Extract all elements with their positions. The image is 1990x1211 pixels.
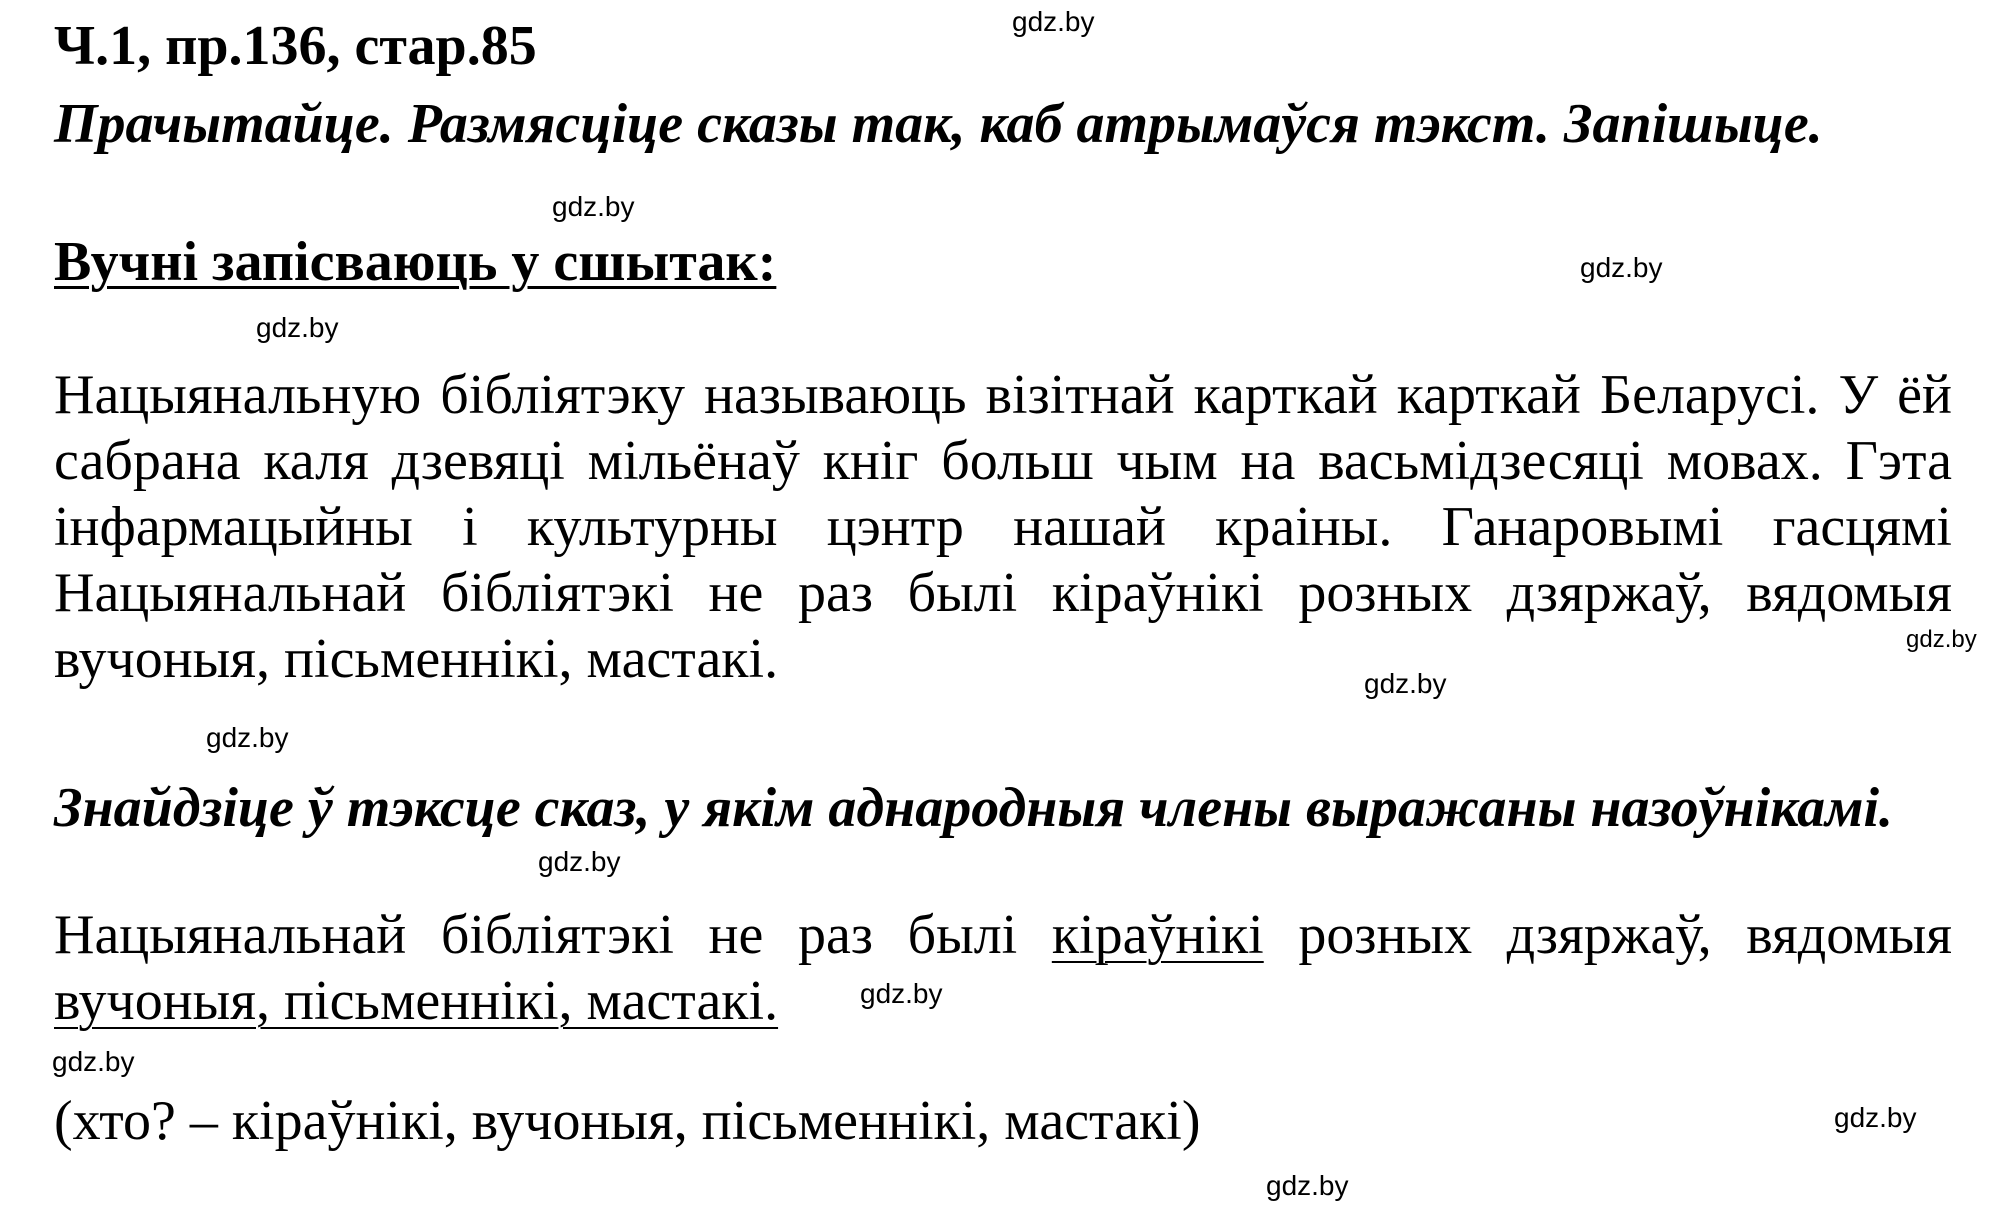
sentence-part-1: Нацыянальнай бібліятэкі не раз былі: [54, 904, 1052, 966]
underlined-subject: кіраўнікі: [1051, 904, 1264, 966]
answer-line: (хто? – кіраўнікі, вучоныя, пісьменнікі, мастакі): [54, 1090, 1201, 1152]
underlined-homogeneous-members: вучоныя, пісьменнікі, мастакі.: [54, 970, 779, 1032]
watermark: gdz.by: [860, 978, 943, 1009]
answer-sentence: [54, 902, 1952, 1034]
watermark: gdz.by: [206, 722, 289, 753]
watermark: gdz.by: [1906, 626, 1977, 653]
section-heading: Вучні запісваюць у сшытак:: [54, 231, 777, 293]
watermark: gdz.by: [256, 312, 339, 343]
watermark: gdz.by: [538, 846, 621, 877]
sentence-part-2: розных дзяржаў, вядомыя: [1263, 904, 1952, 966]
watermark: gdz.by: [1834, 1102, 1917, 1133]
watermark: gdz.by: [552, 191, 635, 222]
watermark: gdz.by: [1266, 1170, 1349, 1201]
main-paragraph: Нацыянальную бібліятэку называюць візітнай карткай карткай Беларусі. У ёй сабрана каля дзевяці мільёнаў кніг больш чым на васьмідзесяці мовах. Гэта інфармацыйны і культурны цэнтр нашай краіны. Ганаровымі гасцямі Нацыянальнай бібліятэкі не раз былі кіраўнікі розных дзяржаў, вядомыя вучоныя, пісьменнікі, мастакі.: [54, 364, 1952, 690]
watermark: gdz.by: [1580, 252, 1663, 283]
page-title: Ч.1, пр.136, стар.85: [54, 15, 537, 77]
exercise-instruction: Прачытайце. Размясціце сказы так, каб атрымаўся тэкст. Запішыце.: [54, 93, 1823, 155]
watermark: gdz.by: [1364, 668, 1447, 699]
task-question: Знайдзіце ў тэксце сказ, у якім аднародныя члены выражаны назоўнікамі.: [54, 777, 1894, 839]
watermark: gdz.by: [1012, 6, 1095, 37]
watermark: gdz.by: [52, 1046, 135, 1077]
